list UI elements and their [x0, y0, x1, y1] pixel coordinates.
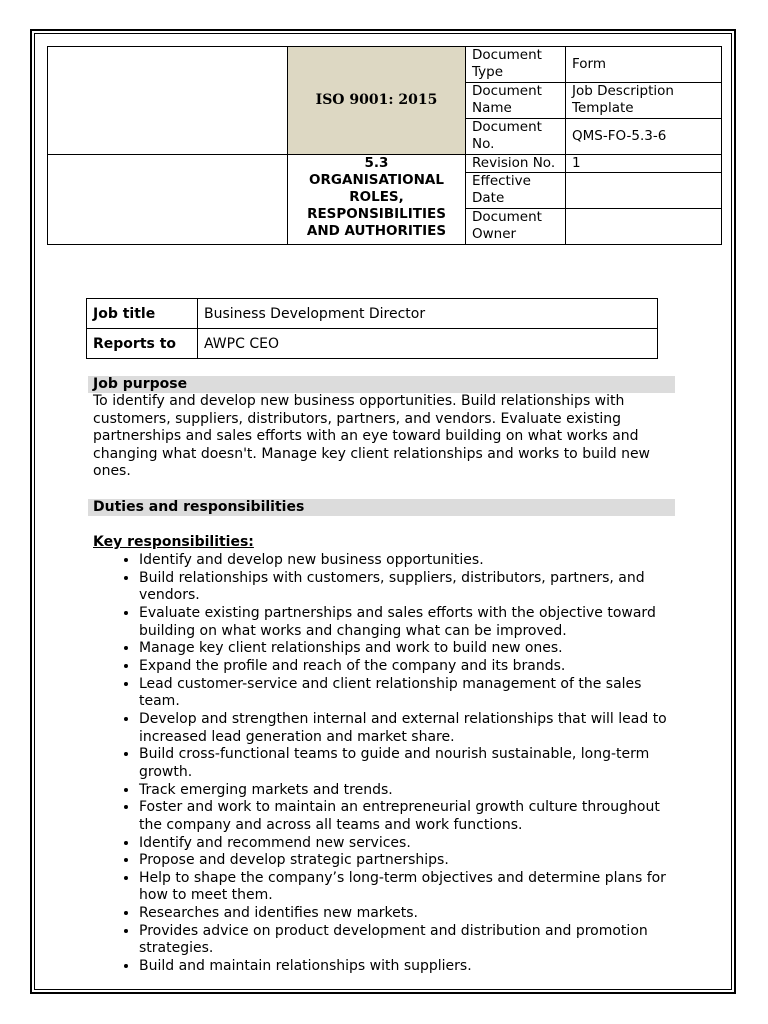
list-item: • Help to shape the company’s long-term objectives and determine plans for how to meet them.	[139, 870, 683, 905]
job-info-table	[86, 298, 658, 359]
list-item: • Propose and develop strategic partnerships.	[139, 852, 683, 870]
revision-label: Revision No.	[466, 155, 566, 173]
document-type-value: Form	[566, 47, 722, 83]
document-owner-value	[566, 209, 722, 245]
list-item: • Develop and strengthen internal and external relationships that will lead to increased lead generation and market share.	[139, 711, 683, 746]
responsibilities-list	[93, 552, 683, 976]
revision-value: 1	[566, 155, 722, 173]
list-item: • Build cross-functional teams to guide and nourish sustainable, long-term growth.	[139, 746, 683, 781]
document-type-label: Document Type	[466, 47, 566, 83]
key-responsibilities-heading: Key responsibilities:	[93, 534, 254, 550]
list-item: • Manage key client relationships and work to build new ones.	[139, 640, 683, 658]
document-name-value: Job Description Template	[566, 83, 722, 119]
document-name-label: Document Name	[466, 83, 566, 119]
job-title-label: Job title	[87, 299, 198, 329]
duties-heading: Duties and responsibilities	[88, 499, 675, 516]
list-item: • Researches and identifies new markets.	[139, 905, 683, 923]
list-item: • Build relationships with customers, suppliers, distributors, partners, and vendors.	[139, 570, 683, 605]
reports-to-value: AWPC CEO	[198, 329, 658, 359]
document-number-label: Document No.	[466, 119, 566, 155]
list-item: • Evaluate existing partnerships and sales efforts with the objective toward building on what works and changing what can be improved.	[139, 605, 683, 640]
iso-standard: ISO 9001: 2015	[288, 47, 466, 155]
job-purpose-text: To identify and develop new business opportunities. Build relationships with customers, suppliers, distributors, partners, and vendors. Evaluate existing partnerships and sales efforts with an eye toward building on what works and changing what doesn't. Manage key client relationships and works to build new ones.	[93, 393, 651, 480]
reports-to-label: Reports to	[87, 329, 198, 359]
clause-title	[288, 155, 466, 245]
effective-date-value	[566, 173, 722, 209]
list-item: • Identify and develop new business opportunities.	[139, 552, 683, 570]
job-purpose-heading: Job purpose	[88, 376, 675, 393]
effective-date-label: Effective Date	[466, 173, 566, 209]
document-owner-label: Document Owner	[466, 209, 566, 245]
list-item: • Expand the profile and reach of the company and its brands.	[139, 658, 683, 676]
list-item: • Provides advice on product development and distribution and promotion strategies.	[139, 923, 683, 958]
clause-line: 5.3	[364, 155, 389, 171]
logo-cell	[48, 47, 288, 155]
document-header-table	[47, 46, 722, 245]
logo-cell-lower	[48, 155, 288, 245]
list-item: • Build and maintain relationships with suppliers.	[139, 958, 683, 976]
list-item: • Foster and work to maintain an entrepreneurial growth culture throughout the company and across all teams and work functions.	[139, 799, 683, 834]
document-number-value: QMS-FO-5.3-6	[566, 119, 722, 155]
clause-line: ROLES,	[349, 189, 404, 205]
list-item: • Identify and recommend new services.	[139, 835, 683, 853]
list-item: • Lead customer-service and client relationship management of the sales team.	[139, 676, 683, 711]
clause-line: AND AUTHORITIES	[306, 223, 447, 239]
clause-line: ORGANISATIONAL	[309, 172, 444, 188]
list-item: • Track emerging markets and trends.	[139, 782, 683, 800]
clause-line: RESPONSIBILITIES	[307, 206, 446, 222]
job-title-value: Business Development Director	[198, 299, 658, 329]
